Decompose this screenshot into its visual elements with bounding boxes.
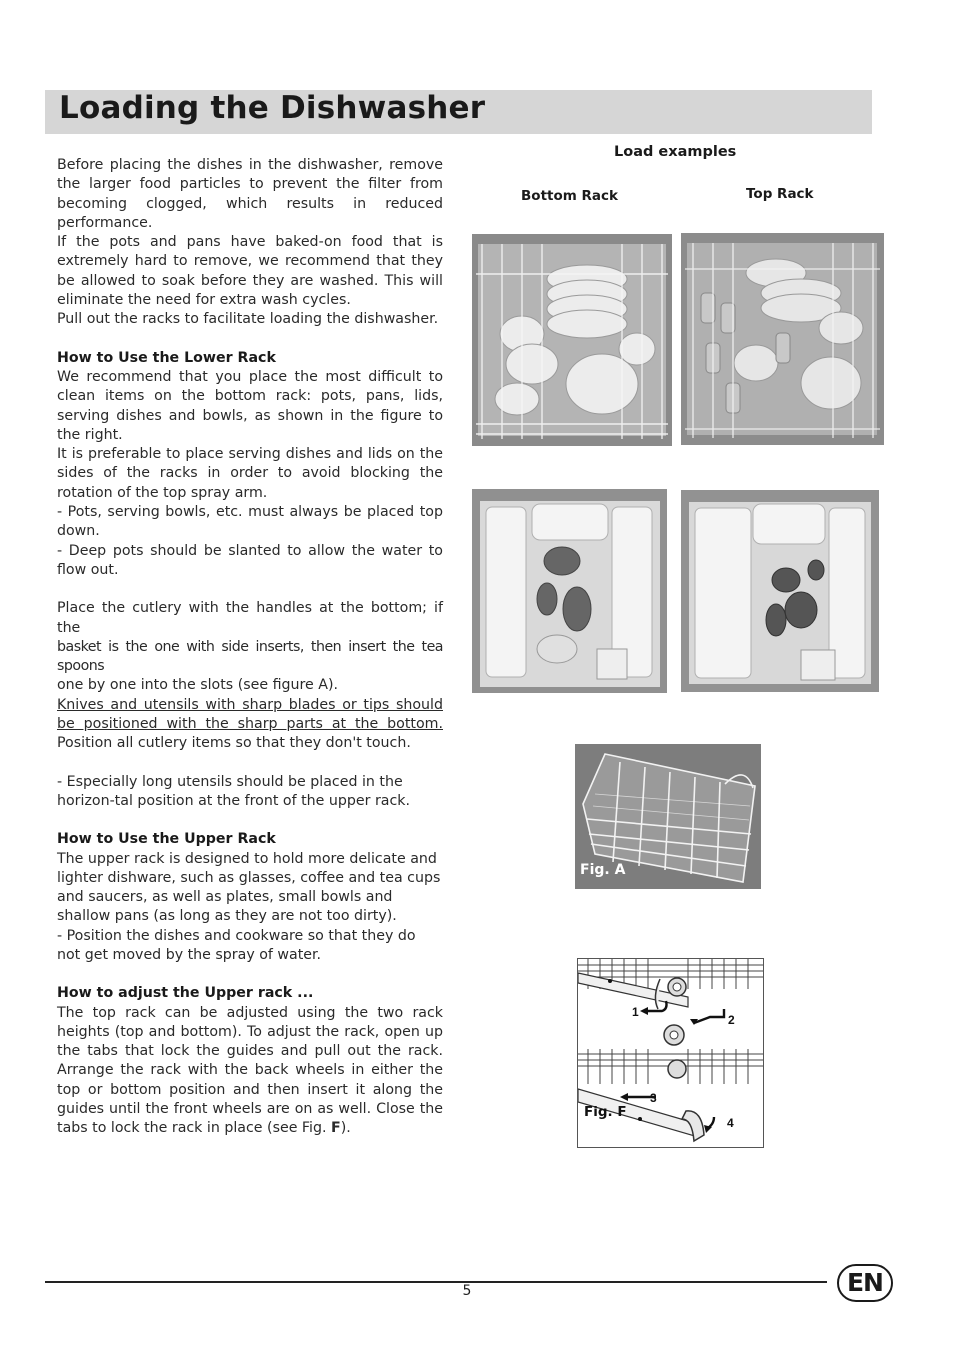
fig-f-step-3: 3 (650, 1091, 657, 1105)
cutlery-paragraph-3: - Especially long utensils should be placed in the horizon-tal position at the front of the upper rack. (57, 773, 411, 809)
adjust-heading: How to adjust the Upper rack ... (57, 985, 314, 1002)
fig-f-step-1: 1 (632, 1005, 639, 1019)
title-bar (45, 90, 872, 134)
upper-rack-paragraph-1: The upper rack is designed to hold more delicate and lighter dishware, such as glasses, coffee and tea cups and saucers, as well as plates, small bowls and shallow pans (as long as they are not too dirty). (57, 850, 441, 925)
fig-f-step-2: 2 (728, 1013, 735, 1027)
fig-f-step-4: 4 (727, 1116, 734, 1130)
fig-f-reference: F (331, 1120, 341, 1137)
cutlery-paragraph-2 (57, 696, 443, 754)
bottom-rack-photo-2 (472, 489, 667, 693)
upper-rack-paragraph-2: - Position the dishes and cookware so that they do not get moved by the spray of water. (57, 927, 416, 963)
language-badge: EN (837, 1264, 893, 1302)
lower-rack-paragraph-1: We recommend that you place the most difficult to clean items on the bottom rack: pots, pans, lids, serving dishes and bowls, as shown in the figure to the right. (57, 368, 443, 443)
lower-rack-paragraph-3: - Pots, serving bowls, etc. must always be placed top down. (57, 504, 443, 540)
intro-paragraph-3: Pull out the racks to facilitate loading the dishwasher. (57, 311, 439, 328)
cutlery-paragraph-2-rest: Position all cutlery items so that they don't touch. (57, 735, 411, 752)
lower-rack-paragraph-2: It is preferable to place serving dishes and lids on the sides of the racks in order to avoid blocking the rotation of the top spray arm. (57, 446, 443, 501)
footer-divider (45, 1281, 827, 1283)
adjust-text: The top rack can be adjusted using the two rack heights (top and bottom). To adjust the rack, open up the tabs that lock the guides and pull out the rack. Arrange the rack with the back wheels in either the top or bottom position and then insert it along the guides until the front wheels are on as well. Close the tabs to lock the rack in place (see Fig. (57, 1004, 443, 1137)
bottom-rack-photo (472, 234, 672, 446)
top-rack-label: Top Rack (746, 186, 814, 202)
intro-paragraph-1: Before placing the dishes in the dishwasher, remove the larger food particles to prevent the filter from becoming clogged, which results in reduced performance. (57, 157, 443, 231)
top-rack-photo (681, 233, 884, 445)
cutlery-warning: Knives and utensils with sharp blades or tips should be positioned with the sharp parts at the bottom. (57, 696, 443, 733)
adjust-text-end: ). (340, 1120, 351, 1137)
page-number: 5 (462, 1283, 472, 1299)
top-rack-photo-2 (681, 490, 879, 692)
intro-paragraph-2: If the pots and pans have baked-on food that is extremely hard to remove, we recommend that they be allowed to soak before they are washed. This will eliminate the need for extra wash cycles. (57, 234, 443, 309)
fig-f-label: Fig. F (584, 1104, 627, 1120)
lower-rack-paragraph-4: - Deep pots should be slanted to allow the water to flow out. (57, 542, 443, 578)
cutlery-paragraph-1b: basket is the one with side inserts, then insert the tea spoons (57, 638, 443, 675)
page-title: Loading the Dishwasher (59, 90, 486, 126)
text-column (57, 156, 443, 1139)
lower-rack-heading: How to Use the Lower Rack (57, 349, 276, 366)
upper-rack-heading: How to Use the Upper Rack (57, 831, 276, 848)
load-examples-label: Load examples (614, 144, 737, 160)
cutlery-paragraph-1a: Place the cutlery with the handles at the bottom; if the (57, 600, 443, 636)
fig-a-label: Fig. A (580, 862, 626, 878)
bottom-rack-label: Bottom Rack (521, 188, 618, 204)
adjust-paragraph (57, 1004, 443, 1139)
cutlery-paragraph-1c: one by one into the slots (see figure A). (57, 677, 339, 694)
